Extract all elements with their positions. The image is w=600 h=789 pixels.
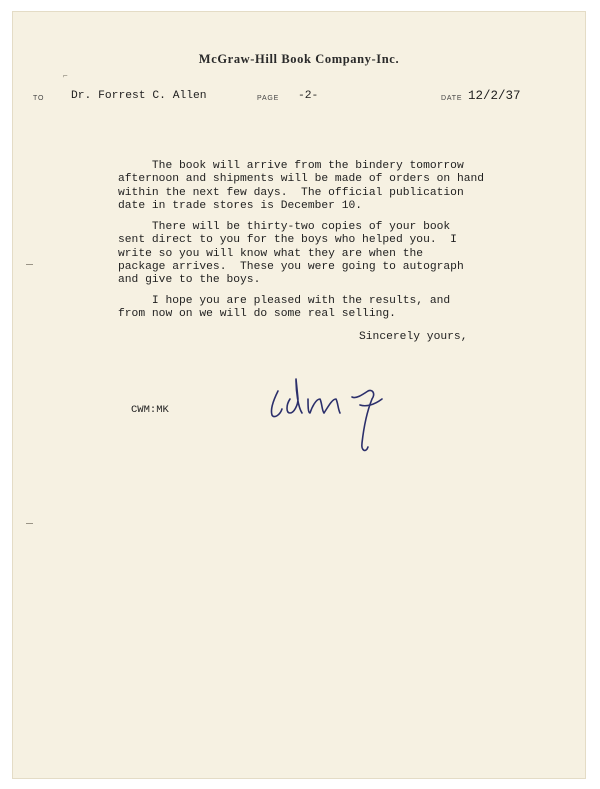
paragraph-line: There will be thirty-two copies of your book: [118, 221, 451, 233]
paragraph-line: The book will arrive from the bindery tomorrow: [118, 160, 464, 172]
paragraph-line: within the next few days. The official publication: [118, 186, 464, 199]
signature-icon: [268, 369, 398, 461]
to-label: TO: [33, 95, 45, 102]
paragraph-3: [118, 295, 450, 322]
letter-sheet: [12, 11, 586, 779]
paragraph-1: [118, 160, 484, 213]
letterhead: McGraw-Hill Book Company-Inc.: [198, 52, 400, 66]
page-label: PAGE: [257, 95, 280, 102]
closing: Sincerely yours,: [359, 331, 468, 343]
paragraph-line: date in trade stores is December 10.: [118, 199, 363, 212]
paragraph-line: I hope you are pleased with the results, and: [118, 295, 451, 307]
page-number: -2-: [298, 90, 319, 102]
paragraph-line: package arrives. These you were going to autograph: [118, 260, 464, 273]
paragraph-line: sent direct to you for the boys who helped you. I: [118, 234, 457, 247]
punch-mark-bottom: [26, 523, 33, 524]
paragraph-line: from now on we will do some real selling.: [118, 308, 396, 321]
paragraph-line: and give to the boys.: [118, 274, 261, 287]
punch-mark-top: [26, 264, 33, 265]
letter-date: 12/2/37: [468, 89, 521, 103]
corner-mark: ⌐: [63, 71, 68, 80]
paragraph-line: write so you will know what they are when the: [118, 247, 424, 260]
paragraph-2: [118, 221, 464, 287]
recipient-name: Dr. Forrest C. Allen: [71, 90, 207, 102]
date-label: DATE: [441, 95, 463, 102]
typist-initials: CWM:MK: [131, 404, 169, 416]
paragraph-line: afternoon and shipments will be made of orders on hand: [118, 173, 485, 186]
